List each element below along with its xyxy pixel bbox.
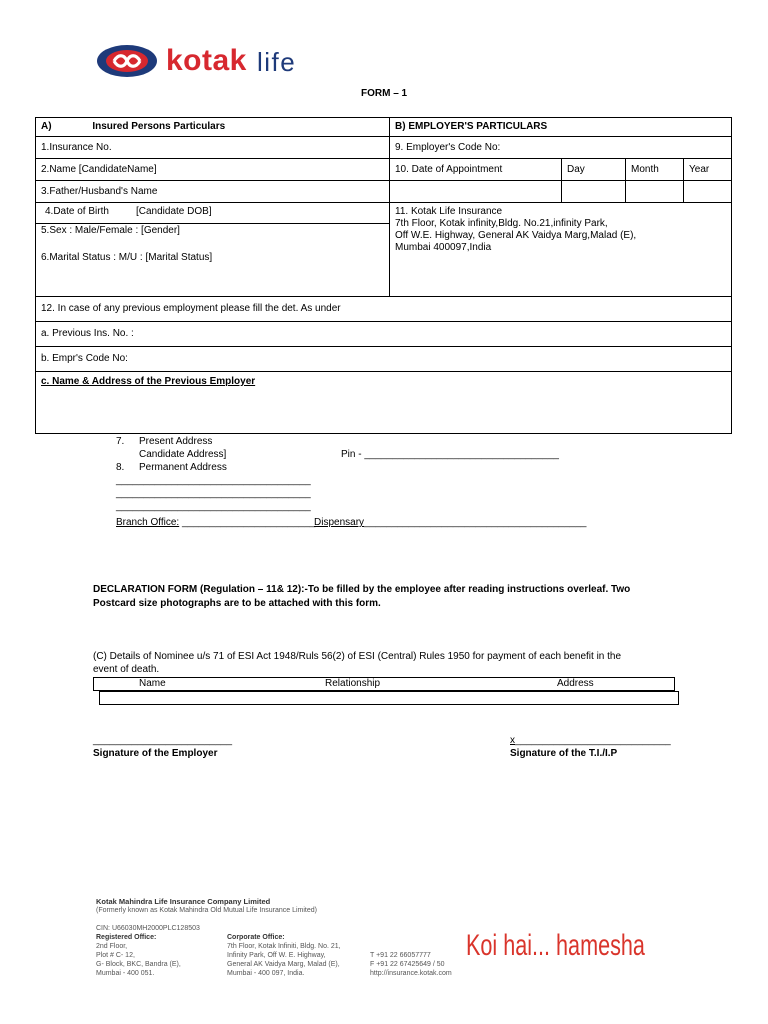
- ip-signature-mark: x: [510, 735, 515, 746]
- appointment-month-header: Month: [626, 159, 684, 181]
- dob-value[interactable]: [Candidate DOB]: [136, 206, 212, 217]
- name-field[interactable]: 2.Name [CandidateName]: [36, 159, 390, 181]
- present-address-number: 7.: [116, 436, 125, 447]
- nominee-table-header: [93, 677, 675, 691]
- permanent-address-number: 8.: [116, 462, 125, 473]
- appointment-year-header: Year: [684, 159, 732, 181]
- appointment-month-input[interactable]: [626, 181, 684, 203]
- branch-office-line: ________________________: [179, 517, 316, 528]
- previous-employment-heading: 12. In case of any previous employment please fill the det. As under: [36, 297, 732, 322]
- previous-employer-address-label: c. Name & Address of the Previous Employer: [41, 376, 256, 387]
- logo-brand-text: kotak: [166, 44, 247, 77]
- footer-corporate-line-4: Mumbai - 400 097, India.: [227, 970, 305, 977]
- footer-corporate-line-1: 7th Floor, Kotak Infiniti, Bldg. No. 21,: [227, 943, 341, 950]
- employer-signature-line[interactable]: _________________________: [93, 735, 233, 746]
- ip-signature-label: Signature of the T.I./I.P: [510, 748, 618, 759]
- nominee-heading-line-1: (C) Details of Nominee u/s 71 of ESI Act 1948/Ruls 56(2) of ESI (Central) Rules 1950 for payment of each benefit in the: [93, 651, 622, 662]
- declaration-line-1: DECLARATION FORM (Regulation – 11& 12):-To be filled by the employee after reading instructions overleaf. Two: [93, 584, 631, 595]
- section-a-title: Insured Persons Particulars: [92, 121, 226, 132]
- footer-corporate-title: Corporate Office:: [227, 934, 285, 941]
- present-address-value[interactable]: Candidate Address]: [139, 449, 227, 460]
- footer-company-name: Kotak Mahindra Life Insurance Company Limited: [96, 897, 271, 906]
- section-a-marker: A): [41, 121, 52, 132]
- present-address-label: Present Address: [139, 436, 213, 447]
- appointment-day-header: Day: [562, 159, 626, 181]
- footer-cin: CIN: U66030MH2000PLC128503: [96, 925, 200, 932]
- ip-signature-line: ____________________________: [515, 735, 671, 746]
- appointment-year-input[interactable]: [684, 181, 732, 203]
- permanent-address-line[interactable]: ___________________________________: [116, 501, 311, 512]
- footer-tagline: Koi hai... hamesha: [466, 929, 645, 962]
- footer-registered-line-2: Plot # C- 12,: [96, 952, 135, 959]
- sex-field[interactable]: 5.Sex : Male/Female : [Gender]: [41, 225, 180, 236]
- previous-employer-address-field[interactable]: [36, 372, 732, 434]
- footer-fax: F +91 22 67425649 / 50: [370, 961, 445, 968]
- footer-website-link[interactable]: http://insurance.kotak.com: [370, 970, 452, 977]
- insurer-address-line-3: Mumbai 400097,India: [395, 242, 492, 253]
- father-name-field[interactable]: 3.Father/Husband's Name: [36, 181, 390, 203]
- branch-office-field[interactable]: [116, 517, 315, 529]
- appointment-date-label: 10. Date of Appointment: [390, 159, 562, 181]
- insurer-address-line-2: Off W.E. Highway, General AK Vaidya Marg,Malad (E),: [395, 230, 637, 241]
- dob-label: 4.Date of Birth: [45, 206, 109, 217]
- particulars-table: [35, 117, 732, 434]
- marital-status-field[interactable]: 6.Marital Status : M/U : [Marital Status]: [41, 252, 213, 263]
- section-a-header: [36, 118, 390, 137]
- ip-signature-field[interactable]: [510, 735, 671, 747]
- dispensary-field[interactable]: [314, 517, 587, 529]
- appointment-blank-cell: [390, 181, 562, 203]
- employer-code-field[interactable]: 9. Employer's Code No:: [390, 137, 732, 159]
- logo-suffix-text: life: [257, 47, 297, 77]
- footer-corporate-line-3: General AK Vaidya Marg, Malad (E),: [227, 961, 340, 968]
- dispensary-label: Dispensary: [314, 517, 365, 528]
- form-title: FORM – 1: [361, 88, 408, 99]
- previous-ins-no-field[interactable]: a. Previous Ins. No. :: [36, 322, 732, 347]
- footer-registered-title: Registered Office:: [96, 934, 157, 941]
- personal-details-cell: [36, 203, 390, 297]
- pin-field[interactable]: Pin - ___________________________________: [341, 449, 559, 460]
- footer-registered-line-3: G- Block, BKC, Bandra (E),: [96, 961, 181, 968]
- footer-registered-line-1: 2nd Floor,: [96, 943, 128, 950]
- nominee-col-relationship: Relationship: [325, 678, 381, 689]
- footer-registered-line-4: Mumbai - 400 051.: [96, 970, 155, 977]
- previous-empr-code-field[interactable]: b. Empr's Code No:: [36, 347, 732, 372]
- permanent-address-line[interactable]: ___________________________________: [116, 475, 311, 486]
- appointment-day-input[interactable]: [562, 181, 626, 203]
- kotak-logo-icon: [96, 44, 158, 78]
- section-b-header: B) EMPLOYER'S PARTICULARS: [390, 118, 732, 137]
- footer-telephone: T +91 22 66057777: [370, 952, 431, 959]
- insurer-address-cell: [390, 203, 732, 297]
- branch-office-label: Branch Office:: [116, 517, 180, 528]
- permanent-address-label: Permanent Address: [139, 462, 227, 473]
- footer-formerly: (Formerly known as Kotak Mahindra Old Mutual Life Insurance Limited): [96, 907, 317, 914]
- permanent-address-line[interactable]: ___________________________________: [116, 488, 311, 499]
- nominee-col-address: Address: [557, 678, 594, 689]
- insurance-no-field[interactable]: 1.Insurance No.: [36, 137, 390, 159]
- nominee-col-name: Name: [139, 678, 166, 689]
- insurer-address-line-1: 7th Floor, Kotak infinity,Bldg. No.21,infinity Park,: [395, 218, 608, 229]
- footer-corporate-line-2: Infinity Park, Off W. E. Highway,: [227, 952, 326, 959]
- insurer-name: 11. Kotak Life Insurance: [395, 206, 503, 217]
- declaration-line-2: Postcard size photographs are to be attached with this form.: [93, 598, 381, 609]
- dispensary-line: ________________________________________: [364, 517, 587, 528]
- employer-signature-label: Signature of the Employer: [93, 748, 218, 759]
- nominee-table-row[interactable]: [99, 691, 679, 705]
- nominee-heading-line-2: event of death.: [93, 664, 160, 675]
